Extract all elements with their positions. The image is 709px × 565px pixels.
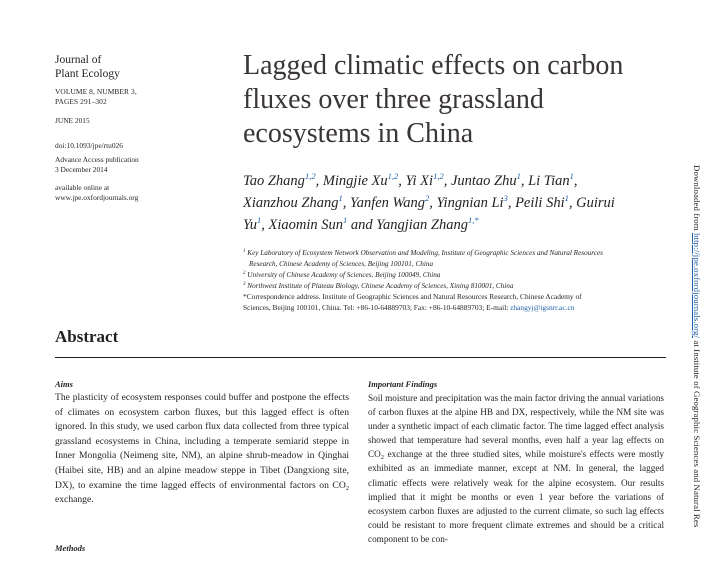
author-affiliation-marker[interactable]: 1: [516, 171, 521, 181]
findings-text: [368, 391, 664, 546]
correspondence-line2-text: Sciences, Beijing 100101, China. Tel: +86-10-64889703; Fax: +86-10-64889703; E-mail:: [243, 303, 511, 312]
journal-name-line2: Plant Ecology: [55, 68, 120, 80]
author-name: Xiaomin Sun: [268, 217, 343, 233]
title-line2: fluxes over three grassland: [243, 84, 544, 115]
author-affiliation-marker[interactable]: 1: [338, 193, 343, 203]
author-separator: ,: [261, 217, 269, 233]
author-name: Tao Zhang: [243, 173, 305, 189]
aims-heading: Aims: [55, 379, 73, 389]
author-affiliation-marker[interactable]: 1: [343, 215, 348, 225]
affiliation-text-continued: Research, Chinese Academy of Sciences, Beijing 100101, China: [249, 260, 434, 268]
author-name: Mingjie Xu: [322, 173, 388, 189]
author-separator: ,: [398, 173, 406, 189]
author-separator: ,: [443, 173, 451, 189]
affiliation-number: 1: [243, 249, 246, 254]
article-title: [243, 49, 683, 151]
author-separator: and: [347, 217, 377, 233]
author-affiliation-marker[interactable]: 3: [503, 193, 508, 203]
journal-website-link[interactable]: www.jpe.oxfordjournals.org: [55, 193, 139, 202]
author-name: Yanfen Wang: [349, 195, 426, 211]
author-name: Yi Xi: [405, 173, 434, 189]
correspondence-line1: *Correspondence address. Institute of Geographic Sciences and Natural Resources Research, Chinese Academy of: [243, 292, 582, 301]
journal-issue: [55, 87, 175, 107]
author-list: [243, 170, 633, 236]
title-line1: Lagged climatic effects on carbon: [243, 50, 624, 81]
author-separator: ,: [429, 195, 437, 211]
email-link[interactable]: zhangyj@igsnrr.ac.cn: [510, 303, 575, 312]
author-affiliation-marker[interactable]: 1,2: [304, 171, 316, 181]
correspondence: [243, 291, 663, 313]
advance-access-line2: 3 December 2014: [55, 165, 108, 174]
author-affiliation-marker[interactable]: 1,*: [467, 215, 479, 225]
author-separator: ,: [520, 173, 529, 189]
title-line3: ecosystems in China: [243, 118, 474, 149]
author-name: Yangjian Zhang: [376, 217, 468, 233]
pages-line: PAGES 291–302: [55, 97, 107, 106]
affiliation-number: 2: [243, 271, 246, 276]
available-online: [55, 183, 185, 203]
download-suffix: at Institute of Geographic Sciences and Natural Res: [692, 338, 702, 528]
abstract-heading: Abstract: [55, 327, 119, 346]
aims-text-subscript: 2: [345, 484, 349, 492]
author-separator: ,: [315, 173, 323, 189]
author-name: Li Tian: [528, 173, 570, 189]
author-name: Yingnian Li: [436, 195, 504, 211]
author-separator: ,: [568, 195, 577, 211]
author-affiliation-marker[interactable]: 1: [564, 193, 569, 203]
author-name: Xianzhou Zhang: [243, 195, 339, 211]
aims-text: [55, 391, 349, 508]
author-separator: ,: [507, 195, 516, 211]
aims-text-end: exchange.: [55, 494, 94, 506]
methods-heading: Methods: [55, 543, 86, 553]
affiliations: [243, 248, 663, 292]
author-affiliation-marker[interactable]: 2: [425, 193, 430, 203]
aims-text-main: The plasticity of ecosystem responses could buffer and postpone the effects of climates on ecosystem carbon fluxes, but this lagged effect is often ignored. In this study, we used carbon flux data collected from three typical grassland ecosystems in China, including a temperate semiarid steppe in Inner Mongolia (Neimeng site, NM), an alpine shrub-meadow in Qinghai (Haibei site, HB) and an alpine meadow steppe in Tibet (Dangxiong site, DX), to examine the time lagged effects of environmental factors on CO: [55, 392, 349, 491]
affiliation-item: [243, 270, 663, 281]
download-url-link[interactable]: http://jpe.oxfordjournals.org/: [692, 233, 702, 339]
affiliation-number: 3: [243, 282, 246, 287]
volume-line: VOLUME 8, NUMBER 3,: [55, 87, 137, 96]
author-affiliation-marker[interactable]: 1,2: [387, 171, 399, 181]
download-notice: [684, 165, 702, 565]
author-name: Juntao Zhu: [450, 173, 517, 189]
author-affiliation-marker[interactable]: 1: [256, 215, 262, 225]
findings-heading: Important Findings: [368, 379, 438, 389]
abstract-divider: [55, 357, 666, 358]
findings-text-subscript: 2: [380, 454, 385, 462]
author-name: Guirui Yu: [243, 195, 615, 233]
author-affiliation-marker[interactable]: 1,2: [433, 171, 444, 181]
author-name: Peili Shi: [515, 195, 565, 211]
affiliation-text: University of Chinese Academy of Sciences, Beijing 100049, China: [245, 271, 441, 279]
correspondence-line2: [243, 302, 663, 313]
affiliation-item: [243, 248, 663, 259]
findings-text-part1: Soil moisture and precipitation was the main factor driving the annual variations of carbon fluxes at the alpine HB and DX, respectively, while the NM site was under a synthetic impact of each climatic factor. The time lagged effect analysis showed that temperature had several months, even half a year lag effects on CO: [368, 393, 664, 460]
available-online-line1: available online at: [55, 183, 110, 192]
affiliation-text: Northwest Institute of Plateau Biology, Chinese Academy of Sciences, Xining 810001, China: [245, 282, 514, 290]
journal-name: [55, 53, 175, 81]
advance-access-line1: Advance Access publication: [55, 155, 139, 164]
author-separator: ,: [573, 173, 578, 189]
doi: doi:10.1093/jpe/rtu026: [55, 141, 123, 150]
affiliation-text: Key Laboratory of Ecosystem Network Observation and Modeling, Institute of Geographic Sciences and Natural Resources: [245, 249, 603, 257]
findings-text-part2: exchange at the three studied sites, while moisture's effects were mostly exhibited as an immediate manner, except at NM. In general, the lagged climatic effects were relatively weak for the alpine ecosystem. Our results implied that it might be months or even 1 year before the variations of ecosystem carbon fluxes are adjusted to the current climate, so such lag effects could be resistant to more frequent climate extremes and should be a critical component to be con-: [368, 449, 664, 544]
author-affiliation-marker[interactable]: 1: [569, 171, 574, 181]
author-separator: ,: [342, 195, 350, 211]
advance-access: [55, 155, 185, 175]
download-prefix: Downloaded from: [692, 165, 702, 234]
publication-date: JUNE 2015: [55, 116, 90, 125]
journal-name-line1: Journal of: [55, 54, 102, 66]
